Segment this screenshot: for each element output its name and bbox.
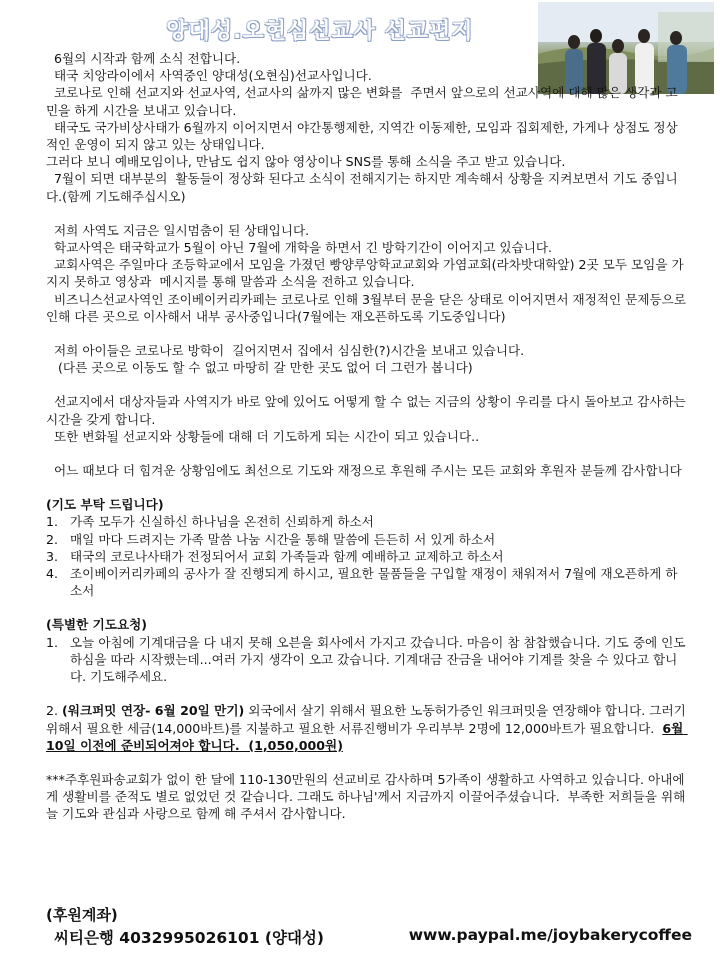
account-label: (후원계좌) [46, 906, 118, 924]
paragraph: 그러다 보니 예배모임이나, 만남도 쉽지 않아 영상이나 SNS를 통해 소식을 주고 받고 있습니다. [46, 154, 566, 170]
paragraph: 태국 치앙라이에서 사역중인 양대성(오현심)선교사입니다. [46, 68, 372, 84]
children-section [46, 342, 686, 376]
list-item: 1. 가족 모두가 신실하신 하나님을 온전히 신뢰하게 하소서 [46, 514, 374, 530]
paragraph: (다른 곳으로 이동도 할 수 없고 마땅히 갈 만한 곳도 없어 더 그런가 봅니다) [46, 360, 473, 376]
list-item: 4. 조이베이커리카페의 공사가 잘 진행되게 하시고, 필요한 물품들을 구입할 재정이 채워져서 7월에 재오픈하게 하소서 [46, 566, 678, 599]
prayer-list [46, 513, 686, 599]
paragraph: 코로나로 인해 선교지와 선교사역, 선교사의 삶까지 많은 변화를 주면서 앞으로의 선교사역에 대해 많은 생각과 고민을 하게 시간을 보내고 있습니다. [46, 85, 678, 118]
paragraph: 저희 아이들은 코로나로 방학이 길어지면서 집에서 심심한(?)시간을 보내고 있습니다. [46, 343, 525, 359]
ministry-section [46, 222, 691, 325]
paragraph: 어느 때보다 더 힘겨운 상황임에도 최선으로 기도와 재정으로 후원해 주시는 모든 교회와 후원자 분들께 감사합니다 [46, 463, 682, 479]
paragraph: 선교지에서 대상자들과 사역지가 바로 앞에 있어도 어떻게 할 수 없는 지금의 상황이 우리를 다시 돌아보고 감사하는 시간을 갖게 합니다. [46, 394, 690, 427]
list-item: 3. 태국의 코로나사태가 전정되어서 교회 가족들과 함께 예배하고 교제하고 하소서 [46, 548, 504, 564]
paragraph: 학교사역은 태국학교가 5월이 아닌 7월에 개학을 하면서 긴 방학기간이 이어지고 있습니다. [46, 240, 553, 256]
letter-body [46, 50, 691, 823]
paragraph: 또한 변화될 선교지와 상황들에 대해 더 기도하게 되는 시간이 되고 있습니다.. [46, 428, 480, 444]
paypal-link[interactable]: www.paypal.me/joybakerycoffee [408, 926, 692, 944]
special-list [46, 634, 686, 686]
list-item: 1. 오늘 아침에 기계대금을 다 내지 못해 오븐을 회사에서 가지고 갔습니다. 마음이 참 참찹했습니다. 기도 중에 인도하심을 따라 시작했는데...여러 가지 생각이 오고 갔습니다. 기계대금 잔금을 내어야 기계를 찾을 수 있다고 합니다. 기도해주세요. [46, 634, 686, 685]
paragraph: 7월이 되면 대부분의 활동들이 정상화 된다고 소식이 전해지기는 하지만 계속해서 상황을 지켜보면서 기도 중입니다.(함께 기도해주십시오) [46, 171, 678, 204]
prayer-heading: (기도 부탁 드립니다) [46, 497, 164, 513]
special-requests [46, 616, 690, 753]
reflection-section [46, 393, 690, 445]
bank-account: 씨티은행 4032995026101 (양대성) [54, 929, 324, 947]
paragraph: 태국도 국가비상사태가 6월까지 이어지면서 야간통행제한, 지역간 이동제한, 모임과 집회제한, 가게나 상점도 정상적인 운영이 되지 않고 있는 상태입니다. [46, 119, 678, 153]
paragraph: 교회사역은 주일마다 조등학교에서 모임을 가졌던 빵양루앙학교교회와 가염교회(라차밧대학앞) 2곳 모두 모임을 가지지 못하고 영상과 메시지를 통해 말씀과 소식을 전하고 있습니다. [46, 257, 684, 290]
deadline-text: 6월 10일 이전에 준비되어져야 합니다. (1,050,000원) [46, 720, 688, 753]
intro-section [46, 50, 686, 205]
letter-title: 양대성.오현심선교사 선교편지 [166, 19, 474, 44]
list-item: 2. 매일 마다 드려지는 가족 말씀 나눔 시간을 통해 말씀에 든든히 서 있게 하소서 [46, 531, 496, 547]
paragraph: 저희 사역도 지금은 일시멈춤이 된 상태입니다. [46, 222, 310, 238]
paragraph: 비즈니스선교사역인 조이베이커리카페는 코로나로 인해 3월부터 문을 닫은 상태로 이어지면서 재정적인 문제등으로 인해 다른 곳으로 이사해서 내부 공사중입니다(7월에는 재오픈하도록 기도중입니다) [46, 291, 691, 324]
special-heading: (특별한 기도요청) [46, 617, 148, 633]
thanks-section [46, 462, 686, 479]
prayer-requests [46, 496, 686, 599]
support-note: ***주후원파송교회가 없이 한 달에 110-130만원의 선교비로 감사하며 5가족이 생활하고 사역하고 있습니다. 아내에게 생활비를 준적도 별로 없었던 것 같습니다. 그래도 하나님'께서 지금까지 이끌어주셨습니다. 부족한 저희들을 위해 늘 기도와 관심과 사랑으로 함께 해 주셔서 감사합니다. [46, 771, 690, 822]
paragraph: 6월의 시작과 함께 소식 전합니다. [46, 51, 241, 66]
workpermit-request: 2. (워크퍼밋 연장- 6월 20일 만기) 외국에서 살기 위해서 필요한 노동허가증인 워크퍼밋을 연장해야 합니다. 그러기 위해서 필요한 세금(14,000바트)를 지불하고 필요한 서류진행비가 우리부부 2명에 12,000바트가 필요합니다. 6월 10일 이전에 준비되어져야 합니다. (1,050,000원) [46, 703, 690, 753]
